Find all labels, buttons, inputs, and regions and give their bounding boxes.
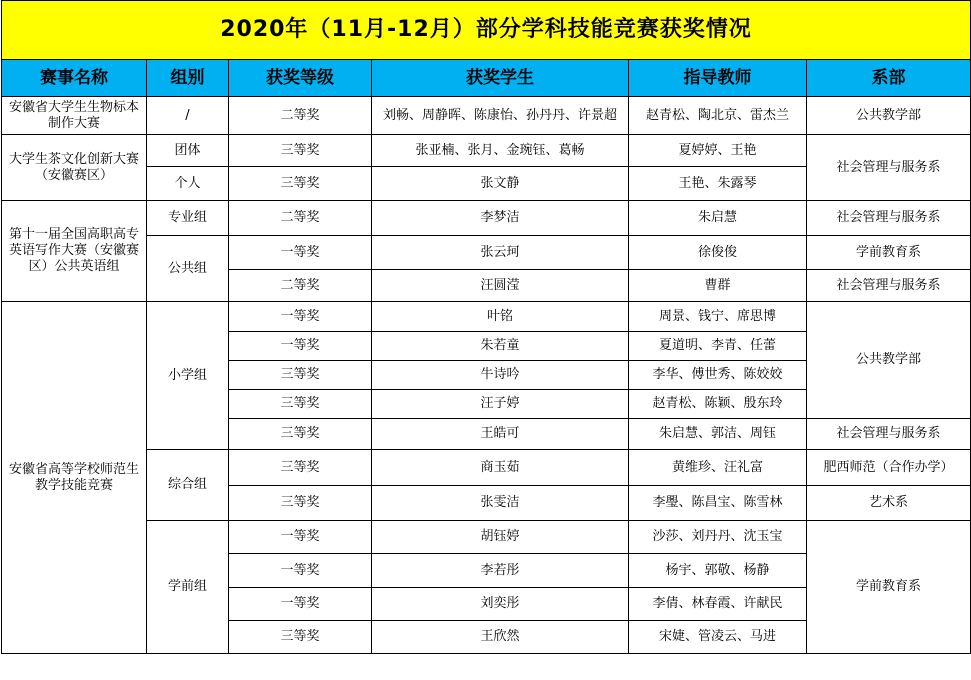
students-cell: 汪子婷 bbox=[372, 390, 629, 419]
students-cell: 王欣然 bbox=[372, 621, 629, 654]
teachers-cell: 朱启慧、郭洁、周钰 bbox=[629, 419, 807, 450]
teachers-cell: 朱启慧 bbox=[629, 201, 807, 236]
students-cell: 王皓可 bbox=[372, 419, 629, 450]
column-header-teachers: 指导教师 bbox=[629, 60, 807, 97]
group-cell: / bbox=[147, 97, 229, 135]
title-row bbox=[2, 1, 971, 60]
students-cell: 李若彤 bbox=[372, 554, 629, 588]
teachers-cell: 赵青松、陈颖、殷东玲 bbox=[629, 390, 807, 419]
students-cell: 刘畅、周静晖、陈康怡、孙丹丹、许景超 bbox=[372, 97, 629, 135]
award-level-cell: 三等奖 bbox=[229, 390, 372, 419]
column-header-department: 系部 bbox=[807, 60, 971, 97]
award-level-cell: 一等奖 bbox=[229, 588, 372, 621]
column-header-students: 获奖学生 bbox=[372, 60, 629, 97]
teachers-cell: 王艳、朱露琴 bbox=[629, 167, 807, 201]
column-header-competition: 赛事名称 bbox=[2, 60, 147, 97]
students-cell: 张雯洁 bbox=[372, 486, 629, 521]
column-header-award-level: 获奖等级 bbox=[229, 60, 372, 97]
award-level-cell: 三等奖 bbox=[229, 450, 372, 486]
award-level-cell: 三等奖 bbox=[229, 486, 372, 521]
teachers-cell: 沙莎、刘丹丹、沈玉宝 bbox=[629, 521, 807, 554]
students-cell: 李梦洁 bbox=[372, 201, 629, 236]
students-cell: 商玉茹 bbox=[372, 450, 629, 486]
award-level-cell: 三等奖 bbox=[229, 419, 372, 450]
students-cell: 朱若童 bbox=[372, 332, 629, 361]
students-cell: 胡钰婷 bbox=[372, 521, 629, 554]
page-title: 2020年（11月-12月）部分学科技能竞赛获奖情况 bbox=[2, 1, 971, 60]
group-cell: 学前组 bbox=[147, 521, 229, 654]
teachers-cell: 李璺、陈昌宝、陈雪林 bbox=[629, 486, 807, 521]
group-cell: 公共组 bbox=[147, 236, 229, 302]
students-cell: 张亚楠、张月、金琬钰、葛畅 bbox=[372, 135, 629, 167]
award-level-cell: 一等奖 bbox=[229, 236, 372, 270]
award-level-cell: 一等奖 bbox=[229, 302, 372, 332]
awards-table bbox=[1, 0, 971, 654]
group-cell: 小学组 bbox=[147, 302, 229, 450]
department-cell: 社会管理与服务系 bbox=[807, 419, 971, 450]
award-level-cell: 二等奖 bbox=[229, 270, 372, 302]
group-cell: 专业组 bbox=[147, 201, 229, 236]
teachers-cell: 杨宇、郭敬、杨静 bbox=[629, 554, 807, 588]
students-cell: 张文静 bbox=[372, 167, 629, 201]
teachers-cell: 徐俊俊 bbox=[629, 236, 807, 270]
teachers-cell: 夏婷婷、王艳 bbox=[629, 135, 807, 167]
table-row bbox=[2, 97, 971, 135]
award-level-cell: 二等奖 bbox=[229, 97, 372, 135]
teachers-cell: 夏道明、李青、任蕾 bbox=[629, 332, 807, 361]
table-row bbox=[2, 302, 971, 332]
group-cell: 团体 bbox=[147, 135, 229, 167]
department-cell: 学前教育系 bbox=[807, 236, 971, 270]
teachers-cell: 李倩、林春霞、许献民 bbox=[629, 588, 807, 621]
department-cell: 肥西师范（合作办学） bbox=[807, 450, 971, 486]
award-level-cell: 一等奖 bbox=[229, 554, 372, 588]
column-header-group: 组别 bbox=[147, 60, 229, 97]
award-level-cell: 三等奖 bbox=[229, 361, 372, 390]
award-level-cell: 一等奖 bbox=[229, 521, 372, 554]
students-cell: 张云珂 bbox=[372, 236, 629, 270]
table-row bbox=[2, 521, 971, 554]
students-cell: 汪圆滢 bbox=[372, 270, 629, 302]
table-row bbox=[2, 201, 971, 236]
table-row bbox=[2, 450, 971, 486]
table-row bbox=[2, 236, 971, 270]
teachers-cell: 赵青松、陶北京、雷杰兰 bbox=[629, 97, 807, 135]
teachers-cell: 李华、傅世秀、陈姣姣 bbox=[629, 361, 807, 390]
competition-cell: 大学生茶文化创新大赛（安徽赛区） bbox=[2, 135, 147, 201]
competition-cell: 安徽省高等学校师范生教学技能竞赛 bbox=[2, 302, 147, 654]
award-level-cell: 二等奖 bbox=[229, 201, 372, 236]
competition-cell: 安徽省大学生生物标本制作大赛 bbox=[2, 97, 147, 135]
department-cell: 学前教育系 bbox=[807, 521, 971, 654]
teachers-cell: 周景、钱宁、席思博 bbox=[629, 302, 807, 332]
department-cell: 公共教学部 bbox=[807, 97, 971, 135]
group-cell: 个人 bbox=[147, 167, 229, 201]
award-level-cell: 三等奖 bbox=[229, 135, 372, 167]
department-cell: 公共教学部 bbox=[807, 302, 971, 419]
students-cell: 刘奕彤 bbox=[372, 588, 629, 621]
students-cell: 叶铭 bbox=[372, 302, 629, 332]
teachers-cell: 黄维珍、汪礼富 bbox=[629, 450, 807, 486]
header-row bbox=[2, 60, 971, 97]
department-cell: 艺术系 bbox=[807, 486, 971, 521]
competition-cell: 第十一届全国高职高专英语写作大赛（安徽赛区）公共英语组 bbox=[2, 201, 147, 302]
award-level-cell: 一等奖 bbox=[229, 332, 372, 361]
award-level-cell: 三等奖 bbox=[229, 167, 372, 201]
students-cell: 牛诗吟 bbox=[372, 361, 629, 390]
teachers-cell: 宋婕、管凌云、马进 bbox=[629, 621, 807, 654]
table-row bbox=[2, 135, 971, 167]
group-cell: 综合组 bbox=[147, 450, 229, 521]
department-cell: 社会管理与服务系 bbox=[807, 135, 971, 201]
award-level-cell: 三等奖 bbox=[229, 621, 372, 654]
teachers-cell: 曹群 bbox=[629, 270, 807, 302]
department-cell: 社会管理与服务系 bbox=[807, 270, 971, 302]
department-cell: 社会管理与服务系 bbox=[807, 201, 971, 236]
